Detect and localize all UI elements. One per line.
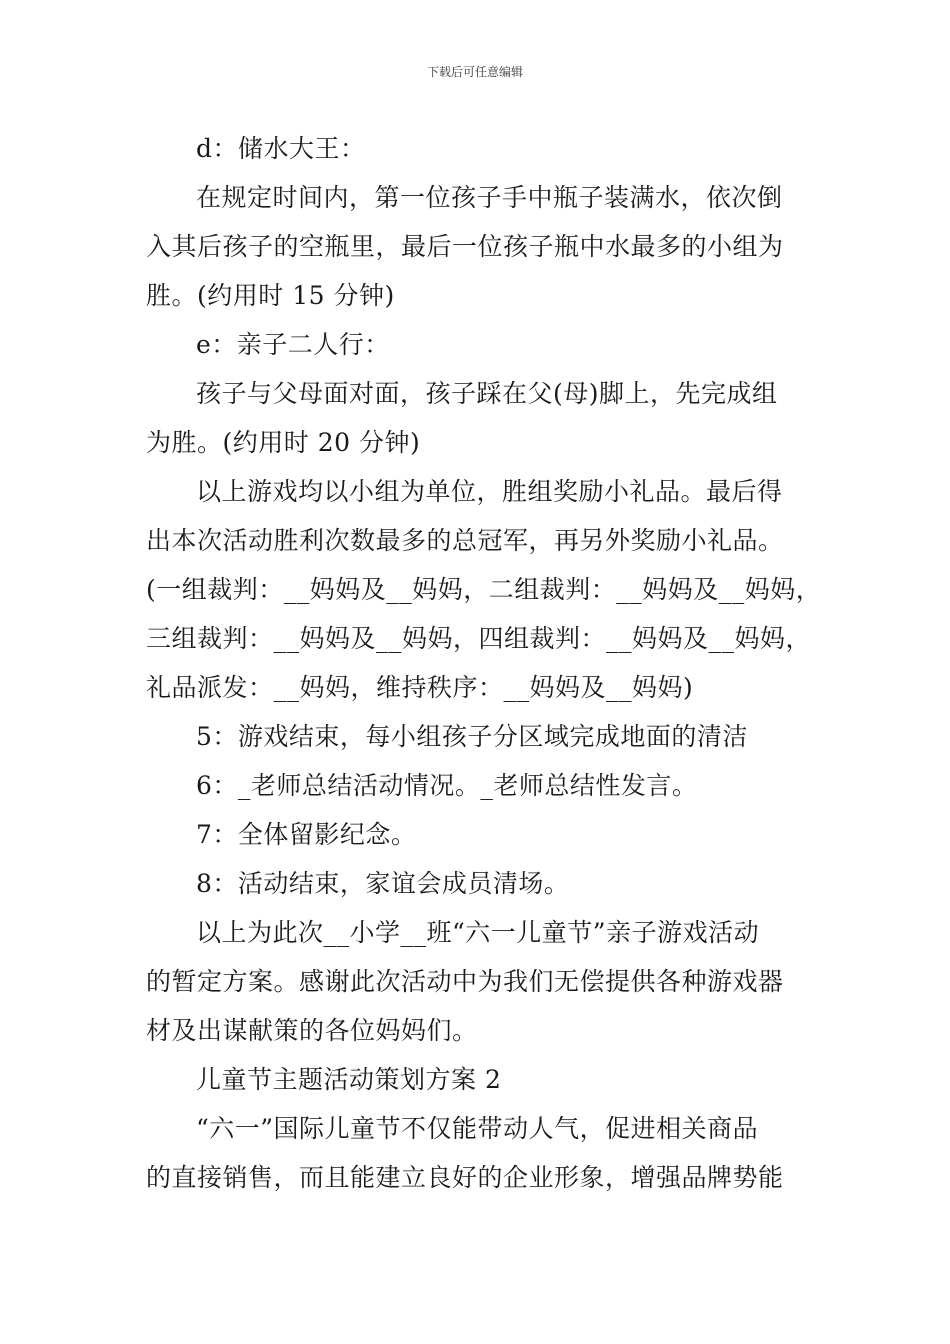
text-line: d：储水大王： xyxy=(196,134,366,163)
section-heading: 儿童节主题活动策划方案 2 xyxy=(196,1065,502,1094)
text-line: 为胜。(约用时 20 分钟) xyxy=(146,428,421,457)
text-line: 出本次活动胜利次数最多的总冠军，再另外奖励小礼品。 xyxy=(146,526,784,555)
text-line: 的直接销售，而且能建立良好的企业形象，增强品牌势能 xyxy=(146,1163,784,1192)
text-line: 入其后孩子的空瓶里，最后一位孩子瓶中水最多的小组为 xyxy=(146,232,784,261)
text-line: 的暂定方案。感谢此次活动中为我们无偿提供各种游戏器 xyxy=(146,967,784,996)
text-line: 材及出谋献策的各位妈妈们。 xyxy=(146,1016,478,1045)
text-line: 礼品派发：__妈妈，维持秩序：__妈妈及__妈妈) xyxy=(146,673,694,702)
text-line: 三组裁判：__妈妈及__妈妈，四组裁判：__妈妈及__妈妈， xyxy=(146,624,812,653)
text-line: 胜。(约用时 15 分钟) xyxy=(146,281,395,310)
text-line: 6：_老师总结活动情况。_老师总结性发言。 xyxy=(196,771,698,800)
text-line: (一组裁判：__妈妈及__妈妈，二组裁判：__妈妈及__妈妈， xyxy=(146,575,822,604)
text-line: e：亲子二人行： xyxy=(196,330,390,359)
text-line: 孩子与父母面对面，孩子踩在父(母)脚上，先完成组 xyxy=(196,379,778,408)
text-line: 8：活动结束，家谊会成员清场。 xyxy=(196,869,570,898)
text-line: 5：游戏结束，每小组孩子分区域完成地面的清洁 xyxy=(196,722,748,751)
text-line: 在规定时间内，第一位孩子手中瓶子装满水，依次倒 xyxy=(196,183,783,212)
text-line: 以上为此次__小学__班“六一儿童节”亲子游戏活动 xyxy=(196,918,760,947)
text-line: “六一”国际儿童节不仅能带动人气，促进相关商品 xyxy=(196,1114,759,1143)
page-header: 下载后可任意编辑 xyxy=(426,65,523,79)
text-line: 以上游戏均以小组为单位，胜组奖励小礼品。最后得 xyxy=(196,477,783,506)
document-body xyxy=(146,124,822,1202)
text-line: 7：全体留影纪念。 xyxy=(196,820,417,849)
